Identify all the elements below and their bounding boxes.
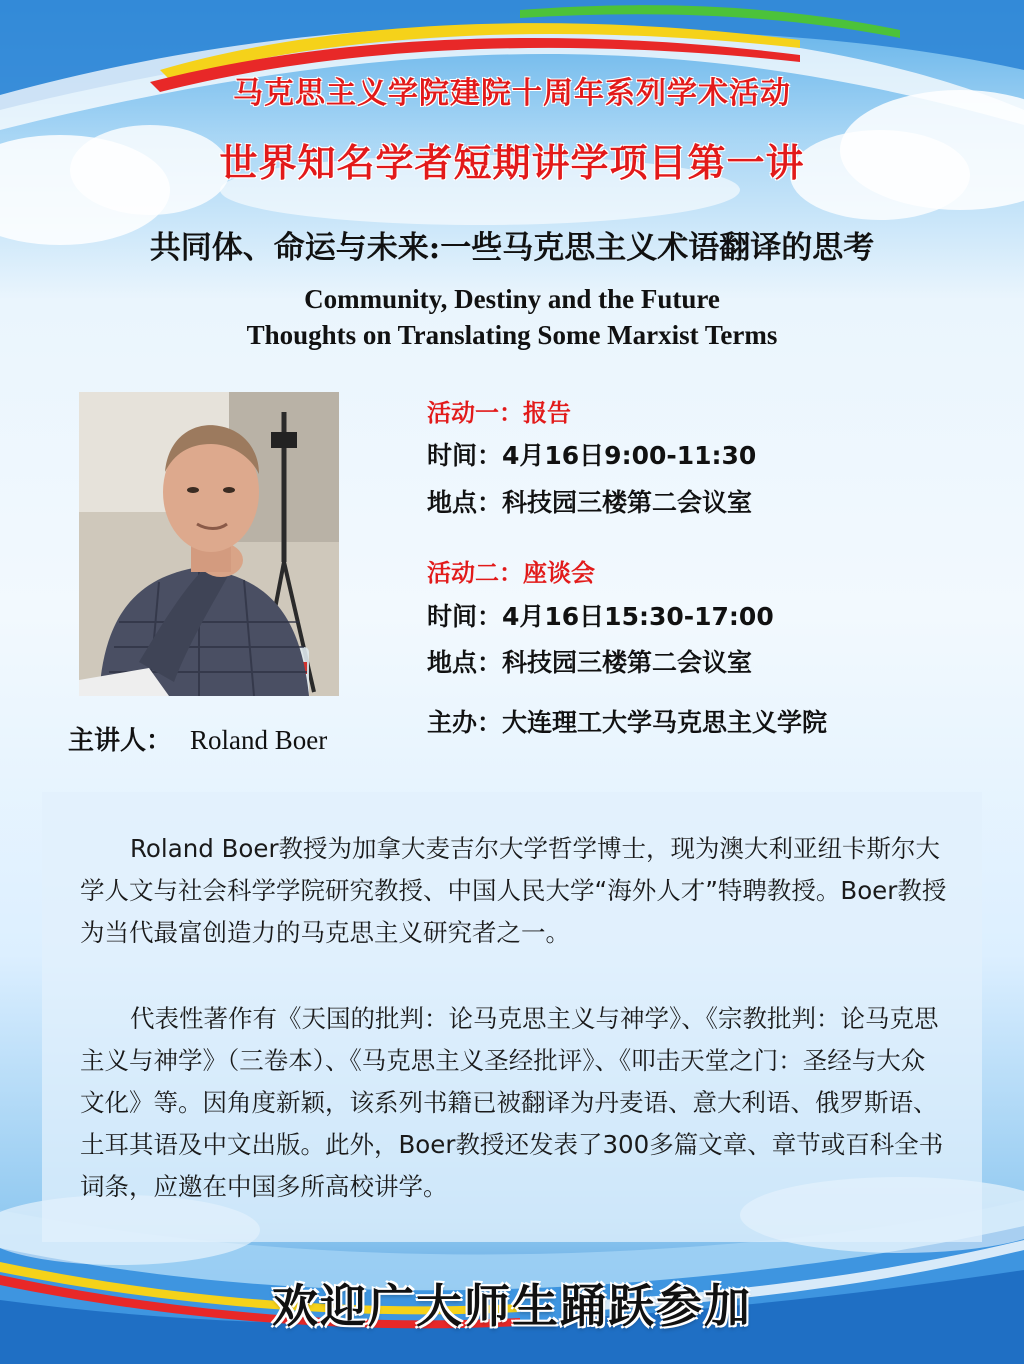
lecture-title-en-line1: Community, Destiny and the Future [304, 284, 720, 314]
speaker-name: Roland Boer [190, 725, 328, 755]
speaker-photo [79, 392, 339, 696]
bio-paragraph-2: 代表性著作有《天国的批判：论马克思主义与神学》、《宗教批判：论马克思主义与神学》（三卷本）、《马克思主义圣经批评》、《叩击天堂之门：圣经与大众文化》等。因角度新颖，该系列书籍已被翻译为丹麦语、意大利语、俄罗斯语、土耳其语及中文出版。此外，Boer教授还发表了300多篇文章、章节或百科全书词条，应邀在中国多所高校讲学。 [80, 1004, 944, 1201]
lecture-title-cn: 共同体、命运与未来:一些马克思主义术语翻译的思考 [149, 230, 875, 266]
speaker-label: 主讲人： [68, 726, 173, 756]
lecture-title-en-line2: Thoughts on Translating Some Marxist Terms [246, 320, 778, 350]
event1-time: 时间：4月16日9:00-11:30 [427, 441, 757, 470]
speaker-credit [68, 720, 327, 757]
welcome-footer: 欢迎广大师生踊跃参加 [272, 1279, 752, 1333]
bio-paragraph-1: Roland Boer教授为加拿大麦吉尔大学哲学博士，现为澳大利亚纽卡斯尔大学人文与社会科学学院研究教授、中国人民大学“海外人才”特聘教授。Boer教授为当代最富创造力的马克思主义研究者之一。 [80, 834, 947, 947]
event2-time: 时间：4月16日15:30-17:00 [427, 602, 774, 631]
event1-heading: 活动一：报告 [427, 399, 571, 427]
lecture-heading: 世界知名学者短期讲学项目第一讲 [219, 141, 805, 185]
series-heading: 马克思主义学院建院十周年系列学术活动 [233, 76, 791, 111]
organizer: 主办：大连理工大学马克思主义学院 [427, 708, 828, 737]
event2-place: 地点：科技园三楼第二会议室 [427, 648, 753, 677]
event2-heading: 活动二：座谈会 [427, 559, 595, 587]
event1-place: 地点：科技园三楼第二会议室 [427, 488, 753, 517]
